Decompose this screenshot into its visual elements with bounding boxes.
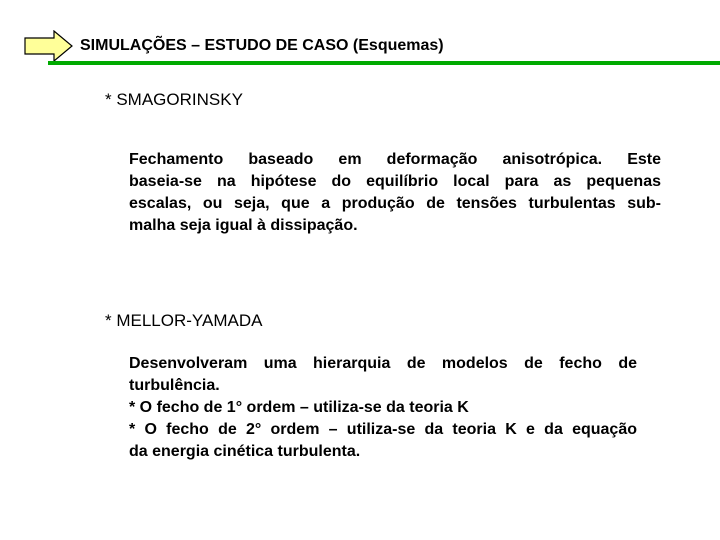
- body-line: baseia-se na hipótese do equilíbrio local para as pequenas: [129, 173, 661, 190]
- section-body-smagorinsky: [129, 149, 661, 237]
- body-line: malha seja igual à dissipação.: [129, 217, 358, 234]
- body-line: turbulência.: [129, 377, 220, 394]
- section-body-mellor-yamada: [129, 353, 637, 463]
- body-line: Desenvolveram uma hierarquia de modelos de fecho de: [129, 355, 637, 372]
- body-line: * O fecho de 1° ordem – utiliza-se da teoria K: [129, 399, 469, 416]
- slide-title: SIMULAÇÕES – ESTUDO DE CASO (Esquemas): [80, 37, 444, 54]
- body-line: * O fecho de 2° ordem – utiliza-se da teoria K e da equação: [129, 421, 637, 438]
- section-heading-mellor-yamada: * MELLOR-YAMADA: [105, 311, 263, 330]
- body-line: Fechamento baseado em deformação anisotrópica. Este: [129, 151, 661, 168]
- arrow-bullet-icon: [24, 30, 74, 62]
- section-heading-smagorinsky: * SMAGORINSKY: [105, 90, 243, 109]
- body-line: da energia cinética turbulenta.: [129, 443, 361, 460]
- title-underline-rule: [48, 61, 720, 65]
- body-line: escalas, ou seja, que a produção de tensões turbulentas sub-: [129, 195, 661, 212]
